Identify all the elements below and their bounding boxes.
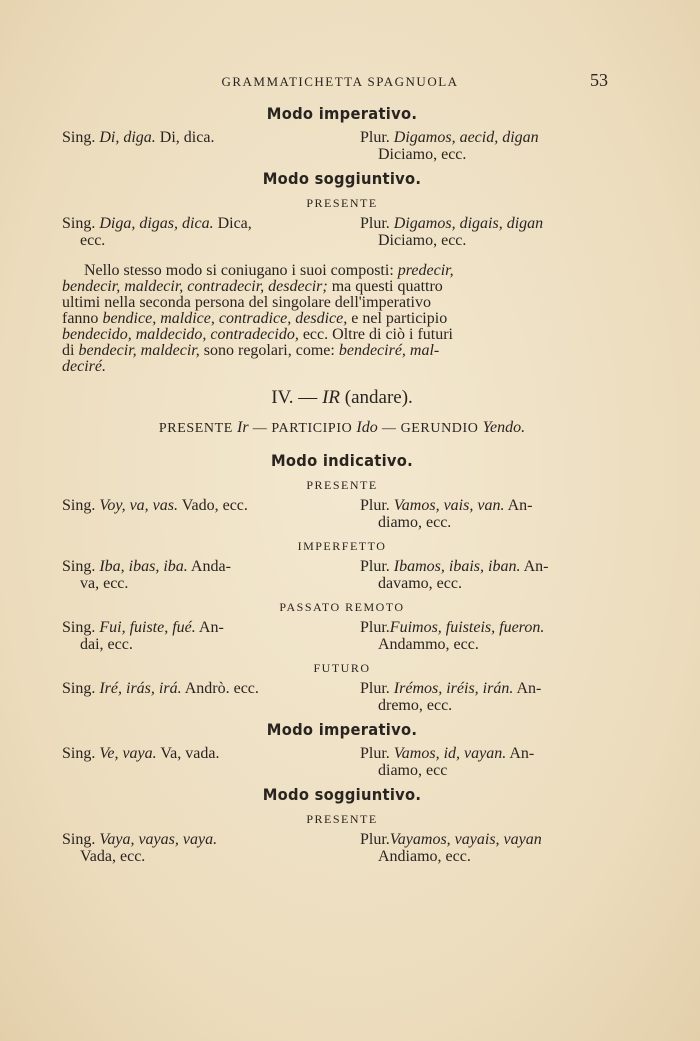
page-body <box>62 98 622 869</box>
text-run: ecc. Oltre di ciò i futuri <box>302 326 453 343</box>
sing-spanish: Iba, ibas, iba. <box>99 558 188 575</box>
plural-column <box>360 745 622 779</box>
sing-italian-cont: ecc. <box>80 232 106 249</box>
mood-heading-imperative: Modo imperativo. <box>266 104 418 123</box>
paragraph-line <box>62 279 622 295</box>
singular-column <box>62 215 352 249</box>
singular-column <box>62 129 352 163</box>
plur-label: Plur. <box>360 558 390 575</box>
presente-value: Ir <box>237 419 249 436</box>
page-header <box>60 70 620 94</box>
plur-italian: Andiamo, ecc. <box>378 848 471 865</box>
gerundio-value: Yendo. <box>482 419 526 436</box>
sing-label: Sing. <box>62 619 96 636</box>
plur-label: Plur. <box>360 215 390 232</box>
conjugation-row <box>62 558 622 592</box>
plural-column <box>360 215 622 249</box>
singular-column <box>62 619 352 653</box>
sing-label: Sing. <box>62 680 96 697</box>
page-number: 53 <box>590 70 608 90</box>
tense-heading: PRESENTE <box>306 478 378 492</box>
plur-spanish: Irémos, iréis, irán. <box>393 680 514 697</box>
tense-heading: PASSATO REMOTO <box>279 600 405 614</box>
plural-column <box>360 129 622 163</box>
plur-spanish: Digamos, digais, digan <box>393 215 544 232</box>
text-run: fanno <box>62 310 99 327</box>
sing-spanish: Voy, va, vas. <box>99 497 178 514</box>
plur-spanish: Ibamos, ibais, iban. <box>393 558 521 575</box>
sing-italian: Va, vada. <box>160 745 220 762</box>
section-verb: IR <box>322 387 340 408</box>
paragraph-line <box>62 311 622 327</box>
sing-italian: Andrò. ecc. <box>184 680 259 697</box>
paragraph-line <box>62 343 622 359</box>
dash: — <box>381 421 397 436</box>
participio-label: PARTICIPIO <box>271 421 353 436</box>
paragraph-line <box>62 263 622 279</box>
plural-column <box>360 497 622 531</box>
paragraph-line: ultimi nella seconda persona del singolare dell'imperativo <box>62 294 431 311</box>
plur-label: Plur. <box>360 619 390 636</box>
text-run-italic: bendeciré, mal- <box>338 342 440 359</box>
sing-label: Sing. <box>62 745 96 762</box>
tense-heading: FUTURO <box>313 661 371 675</box>
text-run: di <box>62 342 75 359</box>
singular-column <box>62 745 352 779</box>
text-run-italic: bendecir, maldecir, <box>78 342 200 359</box>
sing-label: Sing. <box>62 129 96 146</box>
conjugation-row <box>62 745 622 779</box>
plur-label: Plur. <box>360 745 390 762</box>
plur-italian: An- <box>507 497 533 514</box>
tense-heading: IMPERFETTO <box>297 539 387 553</box>
conjugation-row <box>62 215 622 249</box>
sing-spanish: Fui, fuiste, fué. <box>99 619 196 636</box>
section-numeral: IV. — <box>271 387 318 408</box>
paragraph-line <box>62 327 622 343</box>
plur-italian-cont: dremo, ecc. <box>378 697 453 714</box>
section-heading <box>62 387 622 409</box>
conjugation-row <box>62 497 622 531</box>
sing-spanish: Ve, vaya. <box>99 745 157 762</box>
text-run-italic: bendice, maldice, contradice, desdice, <box>102 310 348 327</box>
tense-heading: PRESENTE <box>306 196 378 210</box>
principal-parts <box>62 419 622 437</box>
plur-label: Plur. <box>360 831 390 848</box>
text-run: e nel participio <box>351 310 448 327</box>
text-run-italic: bendecido, maldecido, contradecido, <box>62 326 299 343</box>
running-title: GRAMMATICHETTA SPAGNUOLA <box>221 74 459 89</box>
plur-italian-cont: diamo, ecc. <box>378 514 452 531</box>
mood-heading-imperative: Modo imperativo. <box>266 720 418 739</box>
singular-column <box>62 831 352 865</box>
plur-spanish: Vamos, id, vayan. <box>393 745 507 762</box>
text-run-italic: predecir, <box>397 262 454 279</box>
sing-spanish: Di, diga. <box>99 129 156 146</box>
plur-italian: Diciamo, ecc. <box>378 232 467 249</box>
plural-column <box>360 619 622 653</box>
sing-italian: An- <box>198 619 224 636</box>
plur-italian-cont: davamo, ecc. <box>378 575 462 592</box>
tense-heading: PRESENTE <box>306 812 378 826</box>
singular-column <box>62 497 352 531</box>
sing-italian-cont: dai, ecc. <box>80 636 133 653</box>
text-run-italic: deciré. <box>62 358 106 375</box>
dash: — <box>252 421 268 436</box>
mood-heading-subjunctive: Modo soggiuntivo. <box>262 169 422 188</box>
plur-spanish: Digamos, aecid, digan <box>393 129 539 146</box>
sing-italian: Anda- <box>190 558 231 575</box>
sing-italian: Dica, <box>217 215 252 232</box>
plur-italian: An- <box>523 558 549 575</box>
text-run-italic: bendecir, maldecir, contradecir, desdecir; <box>62 278 328 295</box>
plur-label: Plur. <box>360 497 390 514</box>
plur-label: Plur. <box>360 680 390 697</box>
gerundio-label: GERUNDIO <box>400 421 479 436</box>
presente-label: PRESENTE <box>158 421 233 436</box>
sing-spanish: Iré, irás, irá. <box>99 680 182 697</box>
conjugation-row <box>62 619 622 653</box>
sing-label: Sing. <box>62 215 96 232</box>
sing-italian: Vado, ecc. <box>181 497 248 514</box>
plur-italian-cont: diamo, ecc <box>378 762 448 779</box>
plural-column <box>360 680 622 714</box>
plur-label: Plur. <box>360 129 390 146</box>
sing-italian: Vada, ecc. <box>80 848 146 865</box>
sing-spanish: Diga, digas, dica. <box>99 215 214 232</box>
mood-heading-subjunctive: Modo soggiuntivo. <box>262 785 422 804</box>
text-run: Nello stesso modo si coniugano i suoi composti: <box>84 262 394 279</box>
plur-spanish: Vamos, vais, van. <box>393 497 505 514</box>
section-meaning: (andare). <box>344 387 413 408</box>
plur-spanish: Fuimos, fuisteis, fueron. <box>389 619 545 636</box>
text-run: sono regolari, come: <box>203 342 335 359</box>
sing-spanish: Vaya, vayas, vaya. <box>99 831 218 848</box>
plural-column <box>360 558 622 592</box>
plural-column <box>360 831 622 865</box>
sing-label: Sing. <box>62 831 96 848</box>
sing-italian-cont: va, ecc. <box>80 575 129 592</box>
plur-italian: An- <box>509 745 535 762</box>
sing-label: Sing. <box>62 497 96 514</box>
plur-italian: An- <box>516 680 542 697</box>
mood-heading-indicative: Modo indicativo. <box>270 451 414 470</box>
participio-value: Ido <box>356 419 378 436</box>
conjugation-row <box>62 129 622 163</box>
note-paragraph <box>62 263 622 375</box>
plur-italian: Diciamo, ecc. <box>378 146 467 163</box>
sing-label: Sing. <box>62 558 96 575</box>
sing-italian: Di, dica. <box>159 129 215 146</box>
paragraph-line <box>62 359 622 375</box>
plur-spanish: Vayamos, vayais, vayan <box>389 831 542 848</box>
conjugation-row <box>62 680 622 714</box>
singular-column <box>62 558 352 592</box>
plur-italian: Andammo, ecc. <box>378 636 479 653</box>
conjugation-row <box>62 831 622 865</box>
text-run: ma questi quattro <box>331 278 443 295</box>
singular-column <box>62 680 352 714</box>
